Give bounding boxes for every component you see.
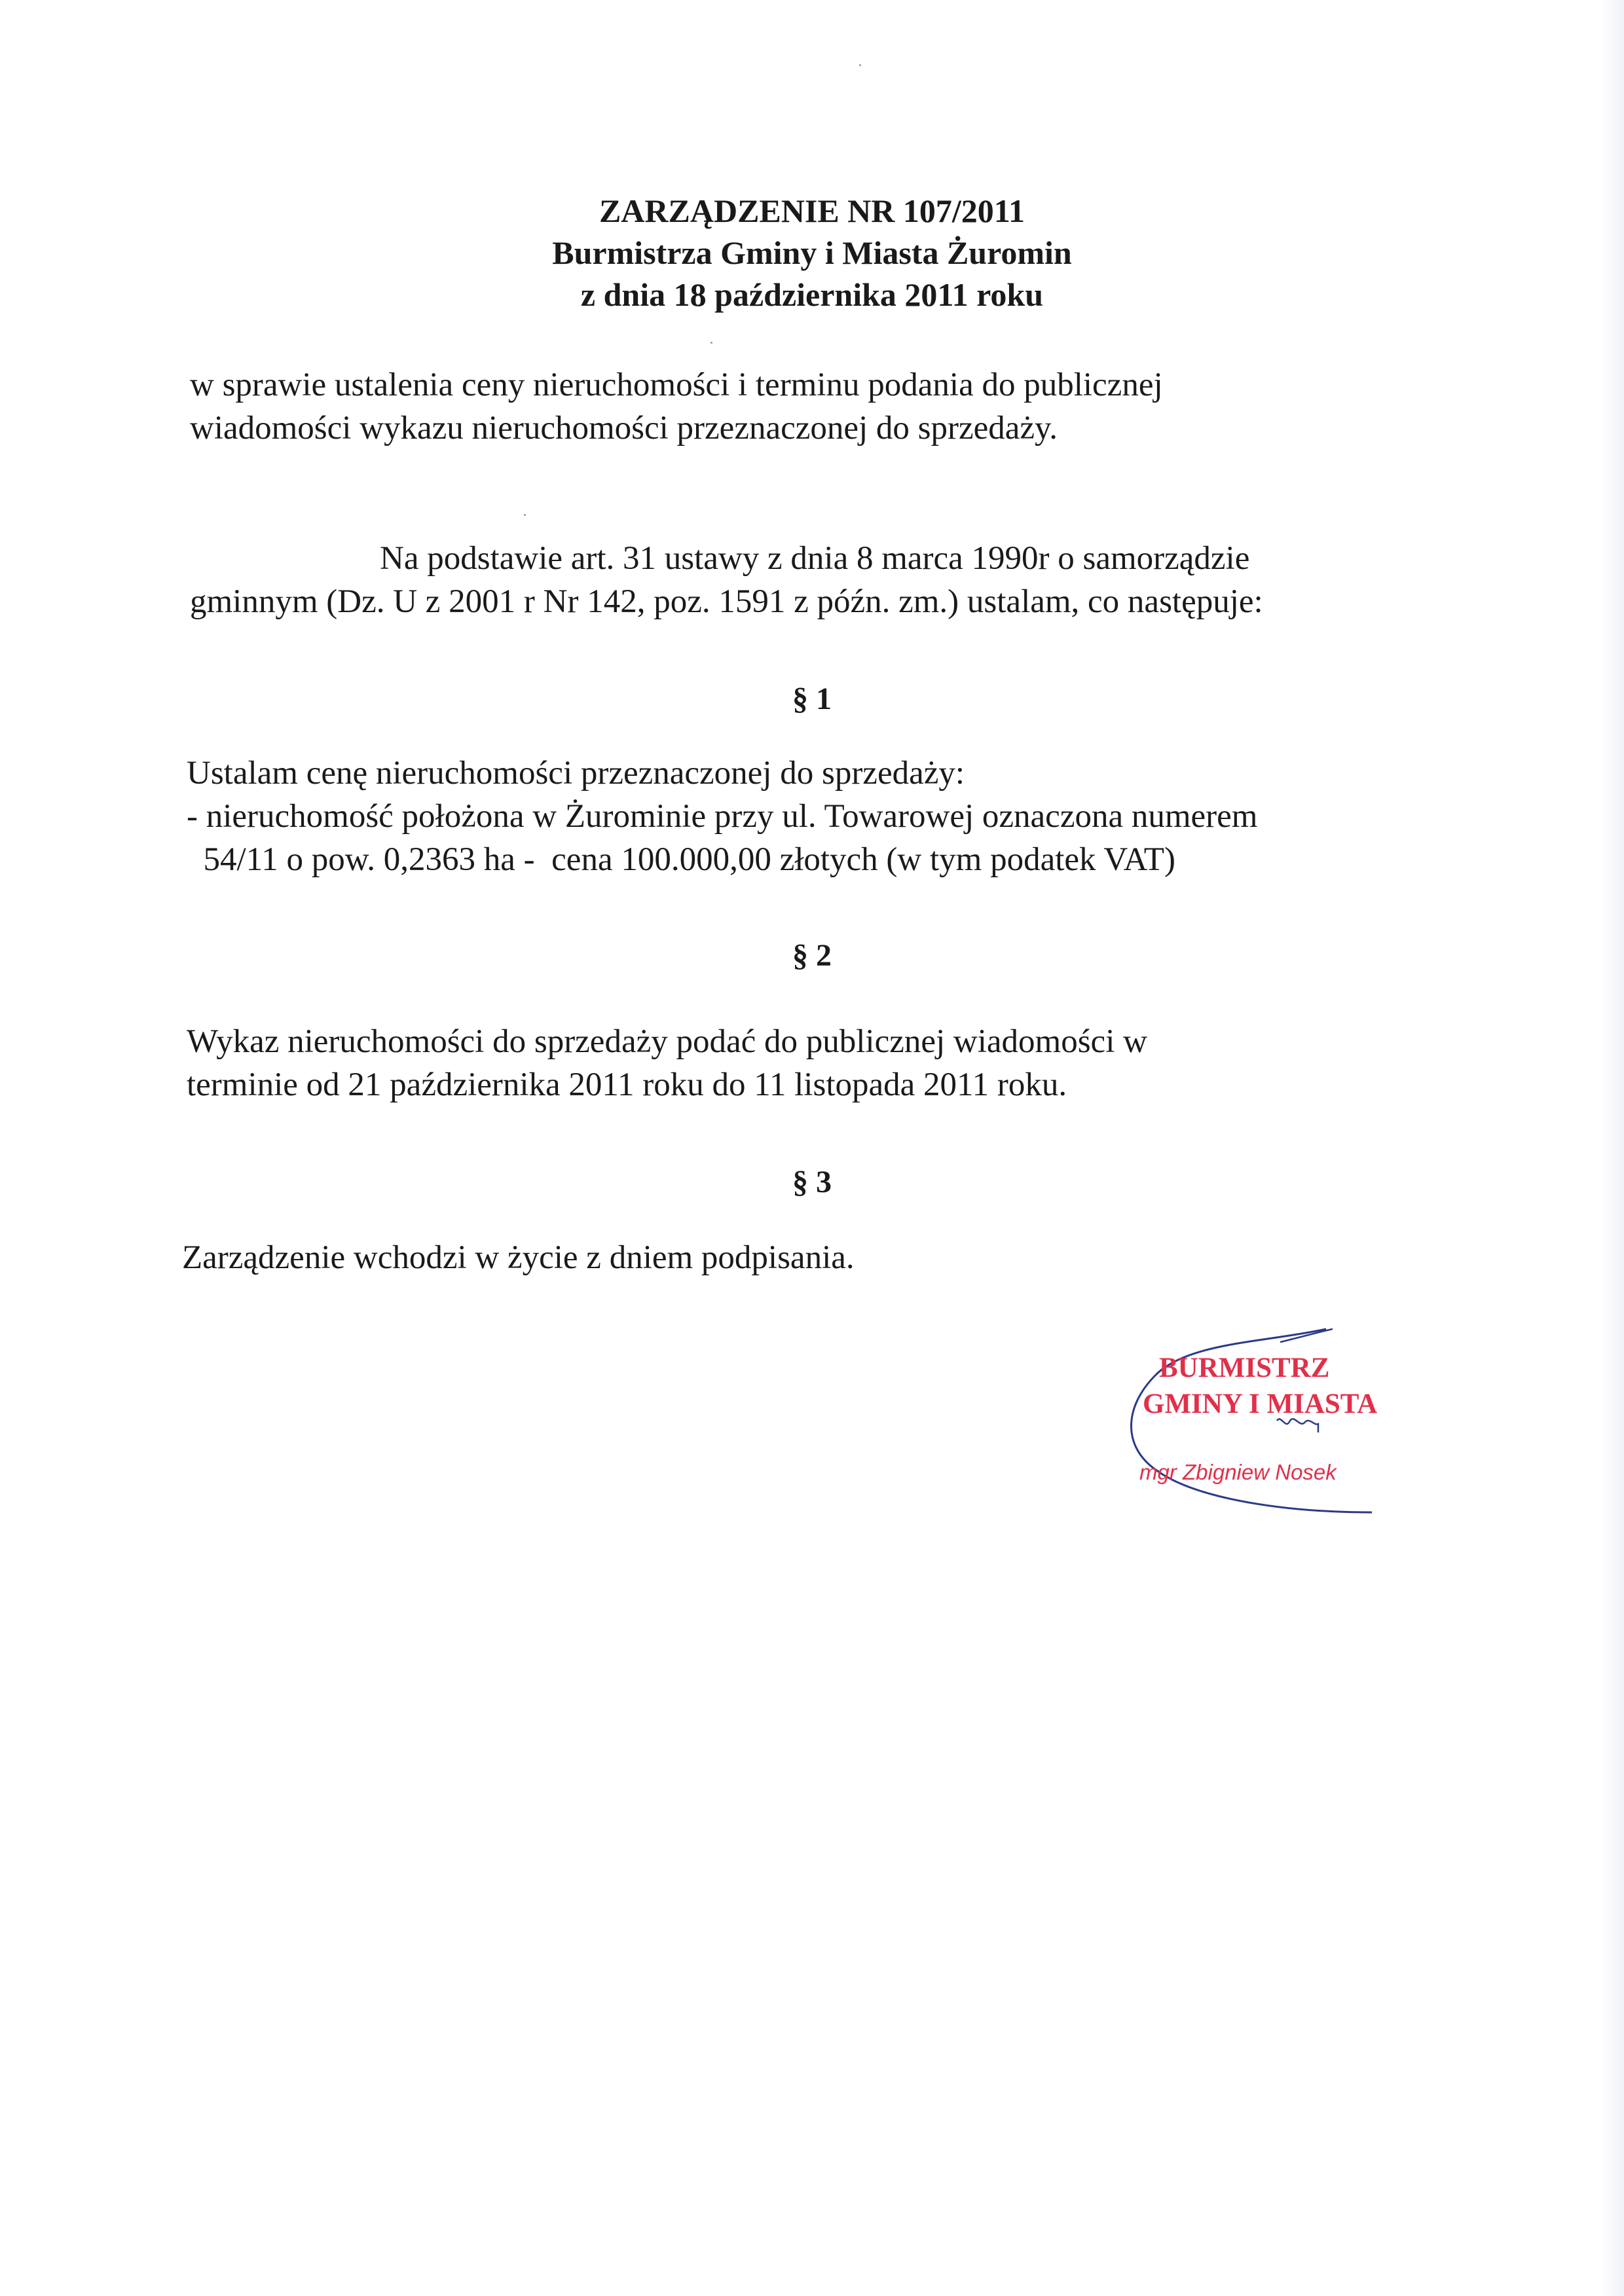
subject-line: w sprawie ustalenia ceny nieruchomości i terminu podania do publicznej bbox=[190, 367, 1163, 403]
subject-line: wiadomości wykazu nieruchomości przeznaczonej do sprzedaży. bbox=[190, 410, 1058, 446]
stamp-signatory: mgr Zbigniew Nosek bbox=[1139, 1460, 1337, 1484]
document-issuer: Burmistrza Gminy i Miasta Żuromin bbox=[552, 234, 1072, 271]
document-header bbox=[0, 190, 1624, 316]
stamp-line-1: BURMISTRZ bbox=[1159, 1353, 1330, 1383]
section-3-body bbox=[182, 1236, 855, 1279]
section-3-mark: § 3 bbox=[792, 1165, 832, 1199]
legal-basis bbox=[190, 537, 1263, 623]
document-title: ZARZĄDZENIE NR 107/2011 bbox=[599, 192, 1025, 229]
signature-icon bbox=[1110, 1316, 1405, 1532]
document-subject bbox=[190, 363, 1163, 450]
section-1-body bbox=[187, 752, 1257, 881]
official-stamp bbox=[1110, 1316, 1405, 1532]
scan-edge-shadow bbox=[1600, 0, 1624, 2296]
section-2-mark: § 2 bbox=[792, 938, 832, 973]
section-1-mark: § 1 bbox=[792, 682, 832, 716]
section-line: Zarządzenie wchodzi w życie z dniem podpisania. bbox=[182, 1239, 855, 1276]
scan-speck bbox=[859, 64, 861, 66]
scan-speck bbox=[524, 514, 526, 516]
stamp-line-2: GMINY I MIASTA bbox=[1143, 1389, 1378, 1419]
section-line: - nieruchomość położona w Żurominie przy ul. Towarowej oznaczona numerem bbox=[187, 798, 1258, 835]
legal-basis-line: Na podstawie art. 31 ustawy z dnia 8 marca 1990r o samorządzie bbox=[380, 540, 1250, 577]
scan-speck bbox=[710, 342, 712, 344]
section-line: terminie od 21 października 2011 roku do 11 listopada 2011 roku. bbox=[187, 1066, 1067, 1103]
section-line: Wykaz nieruchomości do sprzedaży podać do publicznej wiadomości w bbox=[187, 1023, 1147, 1060]
document-date: z dnia 18 października 2011 roku bbox=[580, 276, 1044, 313]
section-line: Ustalam cenę nieruchomości przeznaczonej do sprzedaży: bbox=[187, 755, 965, 792]
section-line: 54/11 o pow. 0,2363 ha - cena 100.000,00 złotych (w tym podatek VAT) bbox=[187, 841, 1175, 878]
legal-basis-line: gminnym (Dz. U z 2001 r Nr 142, poz. 1591 z późn. zm.) ustalam, co następuje: bbox=[190, 583, 1263, 620]
section-2-body bbox=[187, 1020, 1147, 1106]
